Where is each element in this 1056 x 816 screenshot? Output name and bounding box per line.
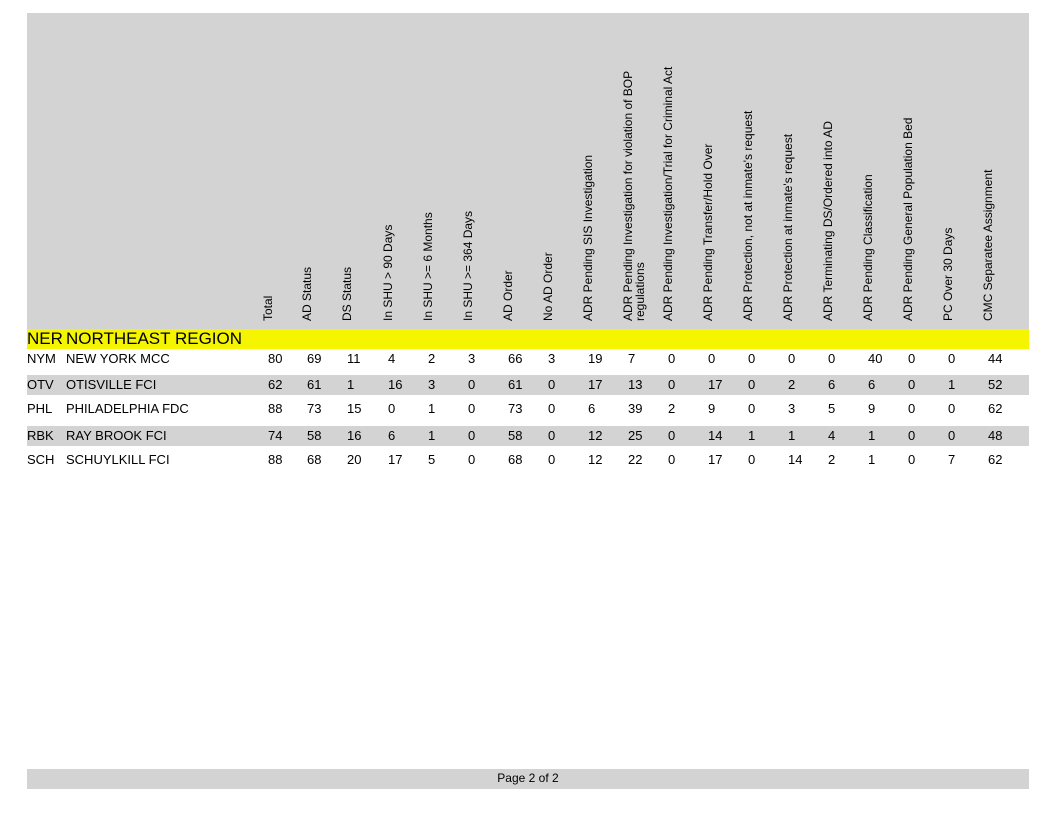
table-cell: 0 (468, 401, 476, 416)
table-cell: 1 (347, 377, 355, 392)
column-header-label: ADR Pending General Population Bed (901, 117, 915, 321)
facility-name: PHILADELPHIA FDC (66, 401, 189, 416)
table-cell: 12 (588, 428, 603, 443)
table-cell: 0 (388, 401, 396, 416)
column-header-label: AD Order (501, 270, 515, 321)
column-header (702, 13, 742, 329)
table-cell: 20 (347, 452, 362, 467)
table-cell: 58 (307, 428, 322, 443)
table-row (27, 450, 1029, 470)
table-cell: 1 (748, 428, 756, 443)
table-cell: 4 (388, 351, 396, 366)
table-cell: 68 (307, 452, 322, 467)
table-cell: 7 (628, 351, 636, 366)
table-cell: 0 (788, 351, 796, 366)
table-cell: 2 (788, 377, 796, 392)
table-cell: 80 (268, 351, 283, 366)
table-row (27, 426, 1029, 446)
column-header-label: ADR Pending SIS Investigation (581, 154, 595, 321)
table-cell: 2 (668, 401, 676, 416)
column-header (982, 13, 1022, 329)
table-cell: 1 (428, 401, 436, 416)
table-cell: 16 (347, 428, 362, 443)
column-header-label: DS Status (340, 266, 354, 321)
column-header (742, 13, 782, 329)
table-cell: 13 (628, 377, 643, 392)
facility-name: NEW YORK MCC (66, 351, 170, 366)
table-row (27, 399, 1029, 419)
table-row (27, 375, 1029, 395)
table-cell: 0 (668, 351, 676, 366)
table-cell: 0 (908, 377, 916, 392)
column-header (462, 13, 502, 329)
table-cell: 25 (628, 428, 643, 443)
table-cell: 40 (868, 351, 883, 366)
table-cell: 0 (748, 401, 756, 416)
table-cell: 0 (668, 377, 676, 392)
table-cell: 11 (347, 351, 361, 366)
column-header-label: AD Status (300, 266, 314, 321)
column-header-label: In SHU >= 364 Days (461, 210, 475, 321)
region-code: NER (27, 329, 63, 348)
table-cell: 0 (908, 401, 916, 416)
table-cell: 3 (468, 351, 476, 366)
page-footer (27, 769, 1029, 789)
column-header (262, 13, 302, 329)
table-cell: 0 (828, 351, 836, 366)
table-cell: 0 (908, 452, 916, 467)
table-cell: 0 (468, 377, 476, 392)
table-cell: 62 (268, 377, 283, 392)
table-cell: 74 (268, 428, 283, 443)
table-cell: 66 (508, 351, 523, 366)
table-cell: 1 (868, 452, 876, 467)
table-cell: 1 (428, 428, 436, 443)
column-header-label: CMC Separatee Assignment (981, 169, 995, 321)
table-cell: 3 (788, 401, 796, 416)
column-header (942, 13, 982, 329)
table-cell: 0 (548, 428, 556, 443)
facility-name: RAY BROOK FCI (66, 428, 167, 443)
table-cell: 68 (508, 452, 523, 467)
table-cell: 69 (307, 351, 322, 366)
table-cell: 6 (588, 401, 596, 416)
table-cell: 7 (948, 452, 956, 467)
table-cell: 9 (868, 401, 876, 416)
table-cell: 62 (988, 401, 1003, 416)
table-cell: 14 (788, 452, 803, 467)
facility-code: PHL (27, 401, 53, 416)
column-header-label: ADR Terminating DS/Ordered into AD (821, 121, 835, 321)
table-cell: 17 (708, 377, 723, 392)
table-cell: 0 (548, 377, 556, 392)
column-header (622, 13, 662, 329)
column-header (301, 13, 341, 329)
facility-code: RBK (27, 428, 54, 443)
column-header (582, 13, 622, 329)
table-cell: 3 (548, 351, 556, 366)
table-cell: 0 (468, 452, 476, 467)
table-cell: 0 (708, 351, 716, 366)
table-cell: 17 (708, 452, 723, 467)
facility-name: OTISVILLE FCI (66, 377, 157, 392)
table-cell: 6 (868, 377, 876, 392)
table-cell: 3 (428, 377, 436, 392)
table-cell: 22 (628, 452, 643, 467)
table-cell: 2 (428, 351, 436, 366)
table-cell: 0 (948, 351, 956, 366)
table-cell: 88 (268, 401, 283, 416)
column-header-label: ADR Protection at inmate's request (781, 133, 795, 321)
facility-name: SCHUYLKILL FCI (66, 452, 170, 467)
table-cell: 17 (388, 452, 403, 467)
column-header (542, 13, 582, 329)
table-cell: 14 (708, 428, 723, 443)
table-cell: 0 (908, 428, 916, 443)
table-cell: 6 (388, 428, 396, 443)
table-cell: 39 (628, 401, 643, 416)
column-header (502, 13, 542, 329)
table-cell: 0 (668, 428, 676, 443)
column-header-label: In SHU >= 6 Months (421, 212, 435, 321)
column-header-label: PC Over 30 Days (941, 227, 955, 321)
table-cell: 12 (588, 452, 603, 467)
column-header (862, 13, 902, 329)
facility-code: OTV (27, 377, 54, 392)
table-cell: 4 (828, 428, 836, 443)
page-number: Page 2 of 2 (497, 771, 559, 785)
table-row (27, 349, 1029, 369)
column-header (382, 13, 422, 329)
table-cell: 17 (588, 377, 603, 392)
column-header (341, 13, 381, 329)
table-cell: 58 (508, 428, 523, 443)
column-header (422, 13, 462, 329)
table-cell: 0 (748, 377, 756, 392)
column-header-label: ADR Pending Investigation for violation of BOP regulations (621, 71, 647, 321)
column-header (662, 13, 702, 329)
column-header-label: In SHU > 90 Days (381, 224, 395, 321)
table-cell: 0 (548, 401, 556, 416)
table-cell: 6 (828, 377, 836, 392)
table-cell: 0 (908, 351, 916, 366)
table-cell: 61 (307, 377, 322, 392)
table-cell: 48 (988, 428, 1003, 443)
table-cell: 16 (388, 377, 403, 392)
table-cell: 1 (788, 428, 796, 443)
column-header (822, 13, 862, 329)
table-cell: 15 (347, 401, 362, 416)
table-cell: 73 (508, 401, 523, 416)
table-cell: 62 (988, 452, 1003, 467)
column-header-label: ADR Protection, not at inmate's request (741, 110, 755, 321)
facility-code: SCH (27, 452, 55, 467)
table-cell: 0 (948, 401, 956, 416)
table-cell: 0 (548, 452, 556, 467)
table-cell: 73 (307, 401, 322, 416)
table-cell: 9 (708, 401, 716, 416)
table-cell: 2 (828, 452, 836, 467)
column-header (782, 13, 822, 329)
table-cell: 0 (748, 351, 756, 366)
table-cell: 0 (748, 452, 756, 467)
table-cell: 5 (828, 401, 836, 416)
column-header-label: ADR Pending Investigation/Trial for Criminal Act (661, 66, 675, 321)
table-cell: 88 (268, 452, 283, 467)
table-cell: 44 (988, 351, 1003, 366)
table-cell: 52 (988, 377, 1003, 392)
column-header-label: No AD Order (541, 252, 555, 321)
column-header-label: ADR Pending Classification (861, 174, 875, 321)
table-cell: 0 (468, 428, 476, 443)
table-cell: 0 (948, 428, 956, 443)
column-header-label: Total (261, 295, 275, 321)
region-name: NORTHEAST REGION (66, 329, 243, 348)
table-cell: 1 (868, 428, 876, 443)
table-cell: 0 (668, 452, 676, 467)
table-cell: 5 (428, 452, 436, 467)
table-cell: 19 (588, 351, 603, 366)
column-header-label: ADR Pending Transfer/Hold Over (701, 143, 715, 321)
facility-code: NYM (27, 351, 56, 366)
column-header (902, 13, 942, 329)
table-cell: 61 (508, 377, 523, 392)
table-cell: 1 (948, 377, 956, 392)
